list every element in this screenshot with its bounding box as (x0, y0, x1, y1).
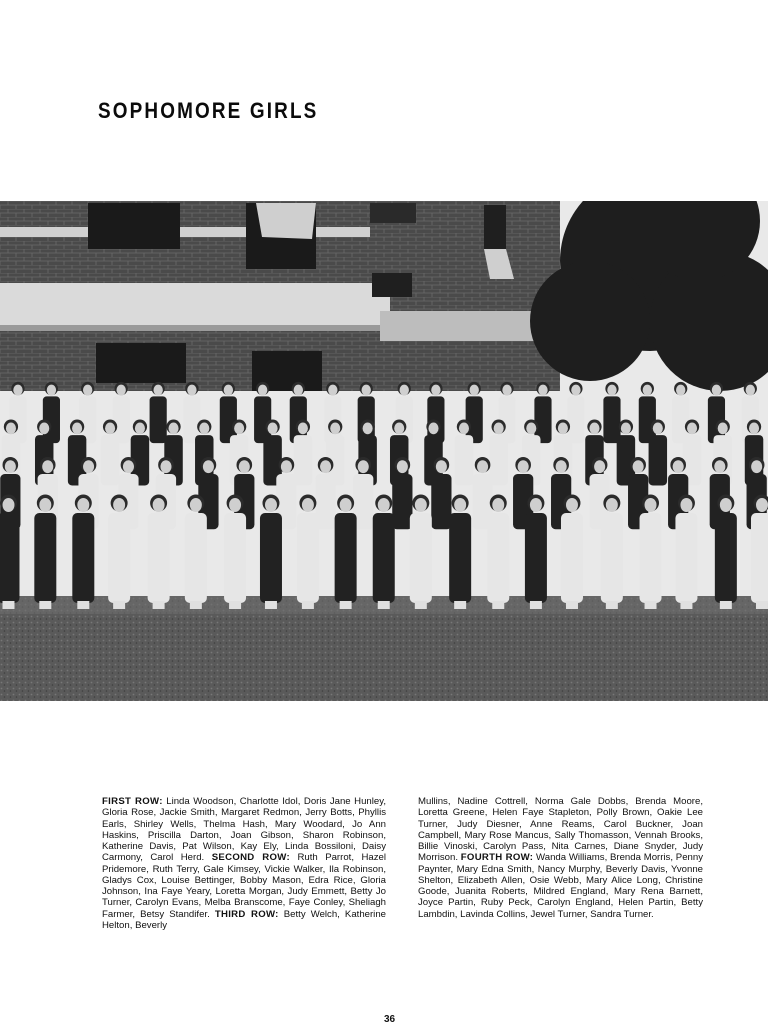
row-names: Betty Welch, Katherine Helton, Beverly (102, 908, 386, 931)
student-figure (427, 382, 444, 443)
student-figure (466, 382, 483, 443)
student-figure (639, 382, 656, 443)
student-figure (498, 382, 515, 443)
student-figure (489, 420, 507, 486)
caption-left-column (102, 796, 386, 931)
row-label: SECOND ROW: (211, 852, 290, 864)
row-names: Ruth Parrot, Hazel Pridemore, Ruth Terry, Gale Kimsey, Vickie Walker, Ila Robinson, Gladys Cox, Louise Bettinger, Bobby Mason, Edra Rice, Gloria Johnson, Ina Faye Yeary, Loretta Morgan, Judy Emmett, Betty Jo Turner, Carolyn Evans, Melba Branscome, Faye Conley, Sheliagh Farmer, Betsy Standifer. (102, 852, 386, 920)
row-label: FOURTH ROW: (460, 852, 534, 864)
group-photo (0, 201, 768, 701)
student-figure (324, 382, 341, 443)
student-figure (183, 382, 200, 443)
row-names: Linda Woodson, Charlotte Idol, Doris Jane Hunley, Gloria Rose, Jackie Smith, Margaret Redmon, Jerry Botts, Phyllis Earls, Shirley Wells, Thelma Hash, Mary Woodard, Jo Ann Haskins, Priscilla Darton, Joan Gibson, Sharon Robinson, Katherine Davis, Pat Wilson, Kay Ely, Linda Bossiloni, Daisy Carmony, Carol Herd. (102, 796, 386, 864)
student-figure (649, 420, 667, 486)
porch-roof (0, 283, 390, 325)
student-figure (254, 382, 271, 443)
row-names: Wanda Williams, Brenda Morris, Penny Paynter, Mary Edna Smith, Nancy Murphy, Beverly Davis, Yvonne Shelton, Elizabeth Allen, Osie Webb, Mary Alice Long, Christine Goode, Juanita Roberts, Mildred England, Mary Rena Barnett, Joyce Partin, Ruby Peck, Carolyn England, Helen Partin, Betty Lambdin, Lavinda Collins, Jewel Turner, Sandra Turner. (418, 852, 703, 920)
group-photo-illustration (0, 201, 768, 701)
student-figure (672, 382, 689, 443)
caption-right-column (418, 796, 703, 920)
page-heading: SOPHOMORE GIRLS (98, 98, 319, 123)
student-figure (79, 382, 96, 443)
student-figure (101, 420, 119, 486)
student-figure (455, 420, 473, 486)
student-figure (567, 382, 584, 443)
student-figure (534, 382, 551, 443)
student-figure (220, 382, 237, 443)
student-figure (431, 457, 451, 529)
row-label: THIRD ROW: (214, 908, 279, 920)
student-figure (150, 382, 167, 443)
student-figure (392, 457, 412, 529)
page-number: 36 (384, 1014, 396, 1025)
row-label: FIRST ROW: (102, 796, 163, 807)
row-names: Mullins, Nadine Cottrell, Norma Gale Dobbs, Brenda Moore, Loretta Greene, Helen Faye Stapleton, Polly Brown, Oakie Lee Turner, Judy Diesner, Anne Reams, Carol Buckner, Joan Campbell, Mary Rose Mancus, Sally Thomasson, Vennah Brooks, Billie Vinoski, Carolyn Pass, Nita Carnes, Diane Snyder, Judy Morrison. (418, 796, 703, 864)
student-figure (113, 382, 130, 443)
student-figure (294, 420, 312, 486)
student-figure (603, 382, 620, 443)
student-figure (742, 382, 759, 443)
